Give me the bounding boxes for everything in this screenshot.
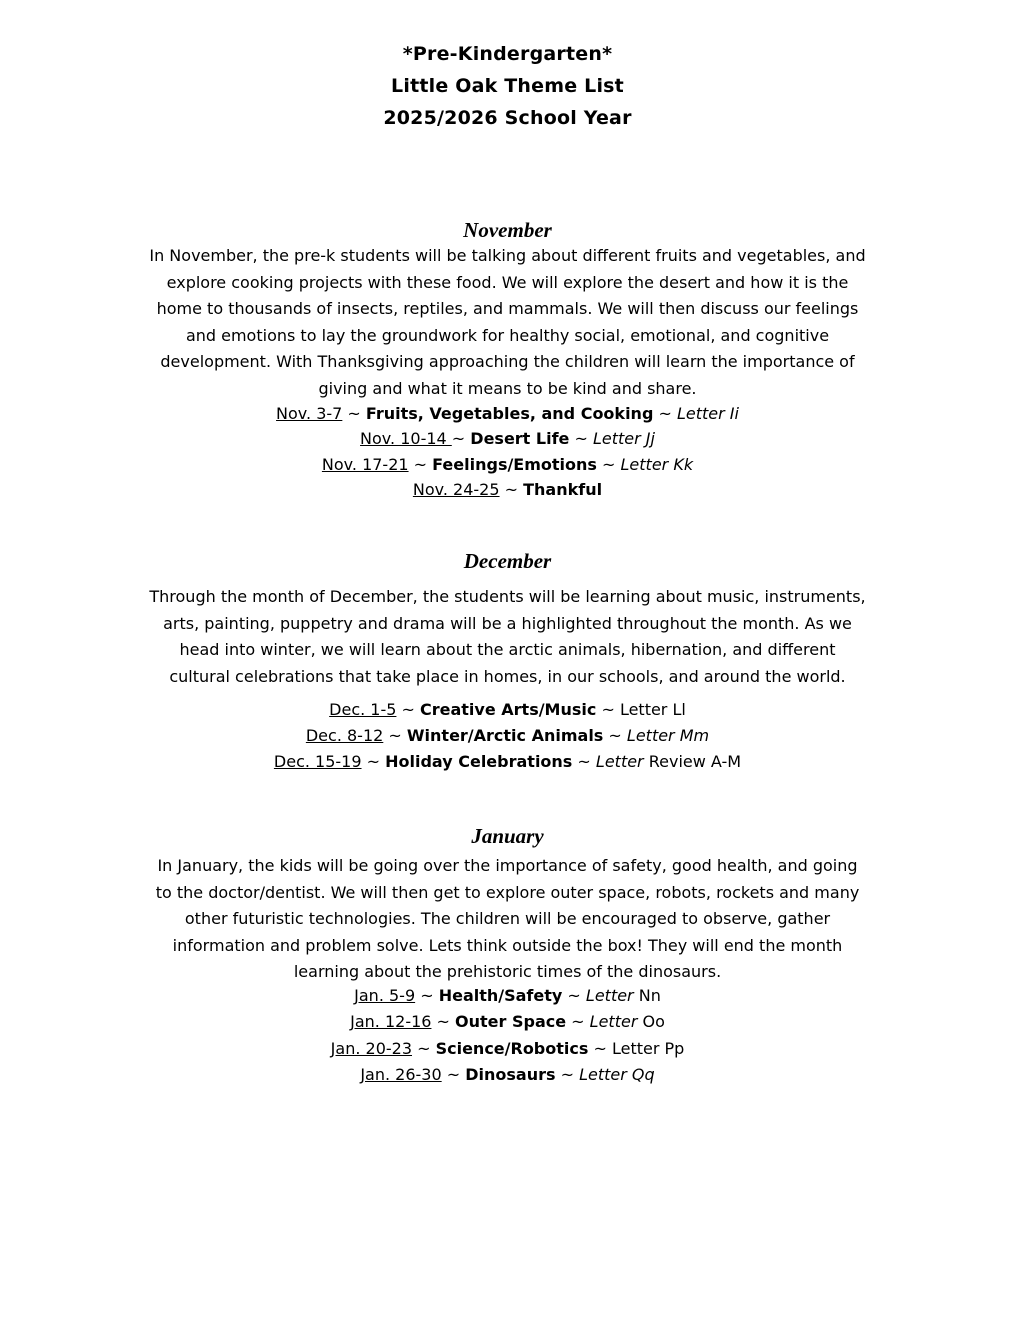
- letter-label: [593, 429, 655, 448]
- week-theme: Winter/Arctic Animals: [406, 726, 604, 746]
- month-section-december: [0, 548, 1015, 775]
- letter-value: Jj: [640, 429, 655, 449]
- week-date: Dec. 1-5: [329, 700, 397, 720]
- separator: ~: [653, 403, 677, 423]
- week-theme: Health/Safety: [438, 985, 563, 1005]
- week-item: [0, 983, 1015, 1009]
- letter-value: Oo: [637, 1012, 665, 1032]
- letter-word: Letter: [595, 752, 644, 772]
- week-theme: Feelings/Emotions: [432, 454, 597, 474]
- separator: ~: [603, 726, 627, 746]
- week-item: [0, 1036, 1015, 1062]
- school-year: 2025/2026 School Year: [383, 107, 632, 129]
- separator: ~: [562, 985, 586, 1005]
- week-item: [0, 697, 1015, 723]
- separator: ~: [566, 1012, 590, 1032]
- separator: ~: [555, 1064, 580, 1084]
- week-date: Dec. 8-12: [305, 726, 384, 746]
- separator: ~: [412, 1038, 436, 1058]
- week-date: Jan. 26-30: [360, 1064, 442, 1084]
- week-theme: Outer Space: [455, 1012, 567, 1032]
- week-theme: Science/Robotics: [435, 1038, 589, 1058]
- letter-label: [621, 455, 694, 474]
- week-date: Jan. 20-23: [330, 1038, 412, 1058]
- letter-word: Letter: [592, 429, 641, 449]
- separator: ~: [441, 1064, 466, 1084]
- separator: ~: [596, 700, 620, 720]
- week-item: [0, 477, 1015, 503]
- letter-value: Review A-M: [643, 752, 742, 772]
- week-theme: Fruits, Vegetables, and Cooking: [365, 403, 654, 423]
- separator: ~: [588, 1038, 612, 1058]
- letter-value: Kk: [668, 454, 694, 474]
- letter-word: Letter: [585, 985, 634, 1005]
- month-section-november: [0, 217, 1015, 503]
- week-list: [0, 983, 1015, 1088]
- letter-value: Letter Pp: [611, 1038, 685, 1058]
- letter-word: Letter: [620, 454, 669, 474]
- week-item: [0, 401, 1015, 427]
- week-theme: Desert Life: [470, 429, 570, 449]
- separator: ~: [451, 429, 471, 449]
- letter-word: Letter: [579, 1064, 627, 1084]
- week-date: Nov. 10-14: [360, 429, 452, 449]
- letter-value: Ii: [724, 403, 739, 423]
- week-list: [0, 697, 1015, 775]
- week-date: Nov. 3-7: [276, 403, 343, 423]
- week-theme: Creative Arts/Music: [420, 700, 597, 720]
- month-heading: January: [471, 824, 544, 848]
- separator: ~: [596, 454, 621, 474]
- week-theme: Dinosaurs: [465, 1064, 556, 1084]
- week-item: [0, 426, 1015, 452]
- week-item: [0, 452, 1015, 478]
- separator: ~: [499, 480, 524, 500]
- separator: ~: [396, 700, 420, 720]
- week-date: Dec. 15-19: [273, 752, 362, 772]
- document-header: [0, 38, 1015, 134]
- separator: ~: [361, 752, 386, 772]
- separator: ~: [572, 752, 596, 772]
- week-list: [0, 401, 1015, 503]
- month-description: Through the month of December, the students will be learning about music, instruments, arts, painting, puppetry and drama will be a highlighted throughout the month. As we head into winter, we will learn about the arctic animals, hibernation, and different cultural celebrations that take place in homes, in our schools, and around the world.: [149, 587, 866, 686]
- separator: ~: [569, 429, 593, 449]
- week-date: Nov. 17-21: [321, 454, 409, 474]
- month-heading: November: [463, 218, 552, 242]
- letter-word: Letter: [589, 1012, 638, 1032]
- letter-label: [579, 1065, 655, 1084]
- separator: ~: [408, 454, 433, 474]
- list-title: Little Oak Theme List: [391, 75, 624, 97]
- separator: ~: [431, 1012, 456, 1032]
- week-date: Jan. 12-16: [350, 1012, 432, 1032]
- month-heading: December: [463, 549, 552, 573]
- week-date: Nov. 24-25: [412, 480, 500, 500]
- letter-value: Qq: [626, 1064, 655, 1084]
- week-theme: Holiday Celebrations: [385, 752, 573, 772]
- week-item: [0, 723, 1015, 749]
- month-description: In January, the kids will be going over the importance of safety, good health, and going to the doctor/dentist. We will then get to explore outer space, robots, rockets and many other futuristic technologies. The children will be encouraged to observe, gather information and problem solve. Lets think outside the box! They will end the month learning about the prehistoric times of the dinosaurs.: [155, 856, 860, 982]
- letter-word: Letter: [676, 403, 725, 423]
- separator: ~: [342, 403, 366, 423]
- week-item: [0, 1009, 1015, 1035]
- separator: ~: [415, 985, 439, 1005]
- separator: ~: [383, 726, 407, 746]
- program-title: *Pre-Kindergarten*: [402, 43, 613, 65]
- letter-value: Nn: [633, 985, 661, 1005]
- week-theme: Thankful: [523, 480, 603, 500]
- month-section-january: [0, 823, 1015, 1088]
- week-date: Jan. 5-9: [354, 985, 416, 1005]
- week-item: [0, 749, 1015, 775]
- letter-word: Letter: [626, 726, 675, 746]
- week-item: [0, 1062, 1015, 1088]
- letter-label: [627, 726, 709, 745]
- letter-label: [677, 404, 739, 423]
- letter-value: Letter Ll: [619, 700, 686, 720]
- month-description: In November, the pre-k students will be talking about different fruits and vegetables, and explore cooking projects with these food. We will explore the desert and how it is the home to thousands of insects, reptiles, and mammals. We will then discuss our feelings and emotions to lay the groundwork for healthy social, emotional, and cognitive development. With Thanksgiving approaching the children will learn the importance of giving and what it means to be kind and share.: [149, 246, 866, 398]
- letter-value: Mm: [674, 726, 710, 746]
